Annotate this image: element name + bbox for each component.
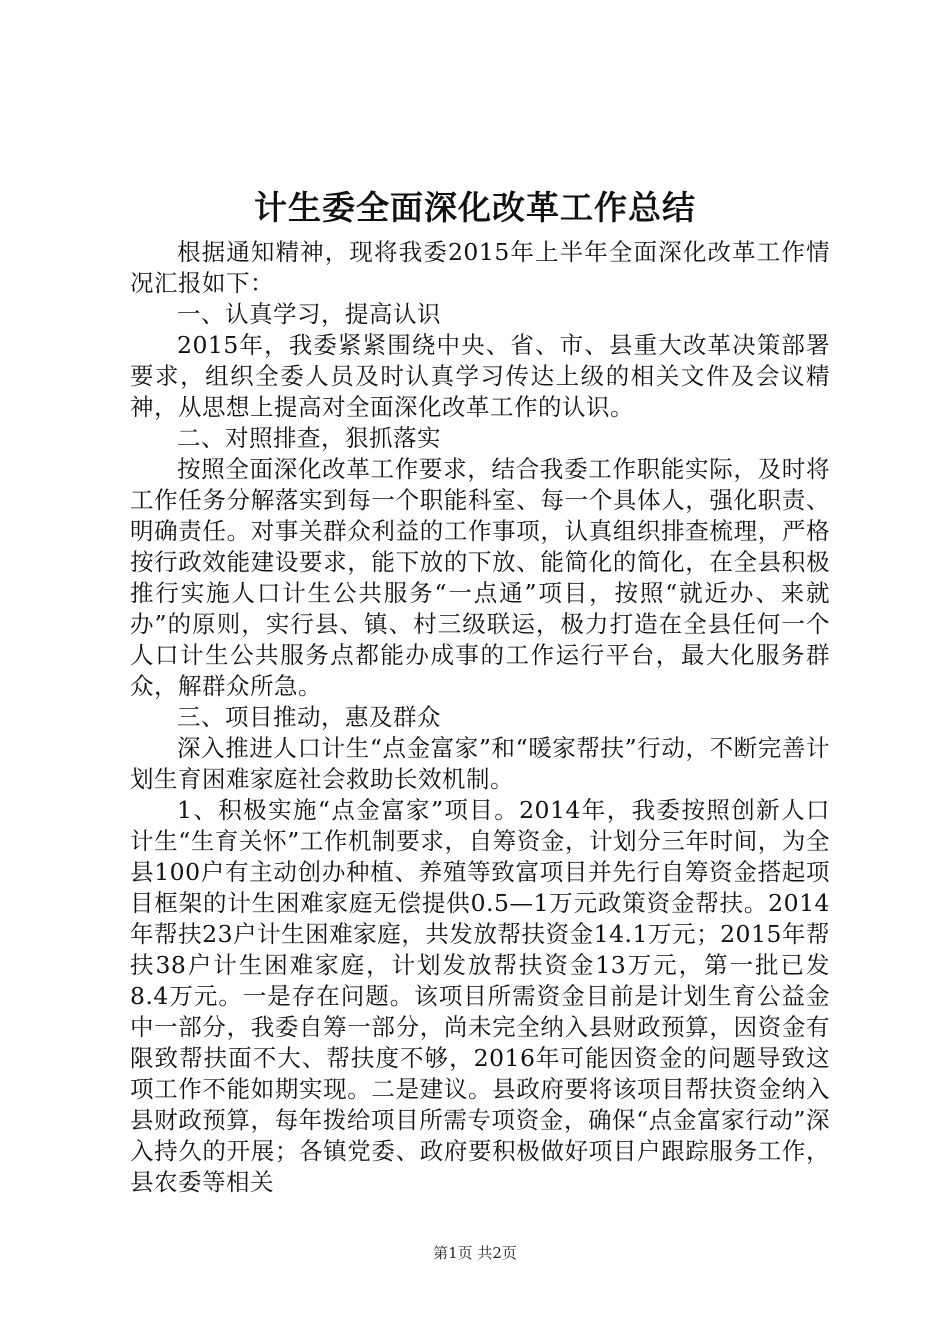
document-title: 计生委全面深化改革工作总结 [254,188,696,227]
section-3-heading: 三、项目推动，惠及群众 [177,703,441,731]
section-3-item-1-paragraph: 1、积极实施“点金富家”项目。2014年，我委按照创新人口计生“生育关怀”工作机制要求，自筹资金，计划分三年时间，为全县100户有主动创办种植、养殖等致富项目并先行自筹资金搭起项目框架的计生困难家庭无偿提供0.5—1万元政策资金帮扶。2014年帮扶23户计生困难家庭，共发放帮扶资金14.1万元；2015年帮扶38户计生困难家庭，计划发放帮扶资金13万元，第一批已发8.4万元。一是存在问题。该项目所需资金目前是计划生育公益金中一部分，我委自筹一部分，尚未完全纳入县财政预算，因资金有限致帮扶面不大、帮扶度不够，2016年可能因资金的问题导致这项工作不能如期实现。二是建议。县政府要将该项目帮扶资金纳入县财政预算，每年拨给项目所需专项资金，确保“点金富家行动”深入持久的开展；各镇党委、政府要积极做好项目户跟踪服务工作，县农委等相关 [130,796,830,1196]
intro-paragraph: 根据通知精神，现将我委2015年上半年全面深化改革工作情况汇报如下： [130,238,830,297]
section-2-heading: 二、对照排查，狠抓落实 [177,424,441,452]
section-1-paragraph: 2015年，我委紧紧围绕中央、省、市、县重大改革决策部署要求，组织全委人员及时认真学习传达上级的相关文件及会议精神，从思想上提高对全面深化改革工作的认识。 [130,331,830,421]
section-2-paragraph: 按照全面深化改革工作要求，结合我委工作职能实际，及时将工作任务分解落实到每一个职能科室、每一个具体人，强化职责、明确责任。对事关群众利益的工作事项，认真组织排查梳理，严格按行政效能建设要求，能下放的下放、能简化的简化，在全县积极推行实施人口计生公共服务“一点通”项目，按照“就近办、来就办”的原则，实行县、镇、村三级联运，极力打造在全县任何一个人口计生公共服务点都能办成事的工作运行平台，最大化服务群众，解群众所急。 [130,455,830,700]
section-3-paragraph: 深入推进人口计生“点金富家”和“暖家帮扶”行动，不断完善计划生育困难家庭社会救助长效机制。 [130,734,830,793]
page-footer: 第1页 共2页 [433,1244,517,1262]
section-1-heading: 一、认真学习，提高认识 [177,300,441,328]
document-body [130,237,830,1198]
